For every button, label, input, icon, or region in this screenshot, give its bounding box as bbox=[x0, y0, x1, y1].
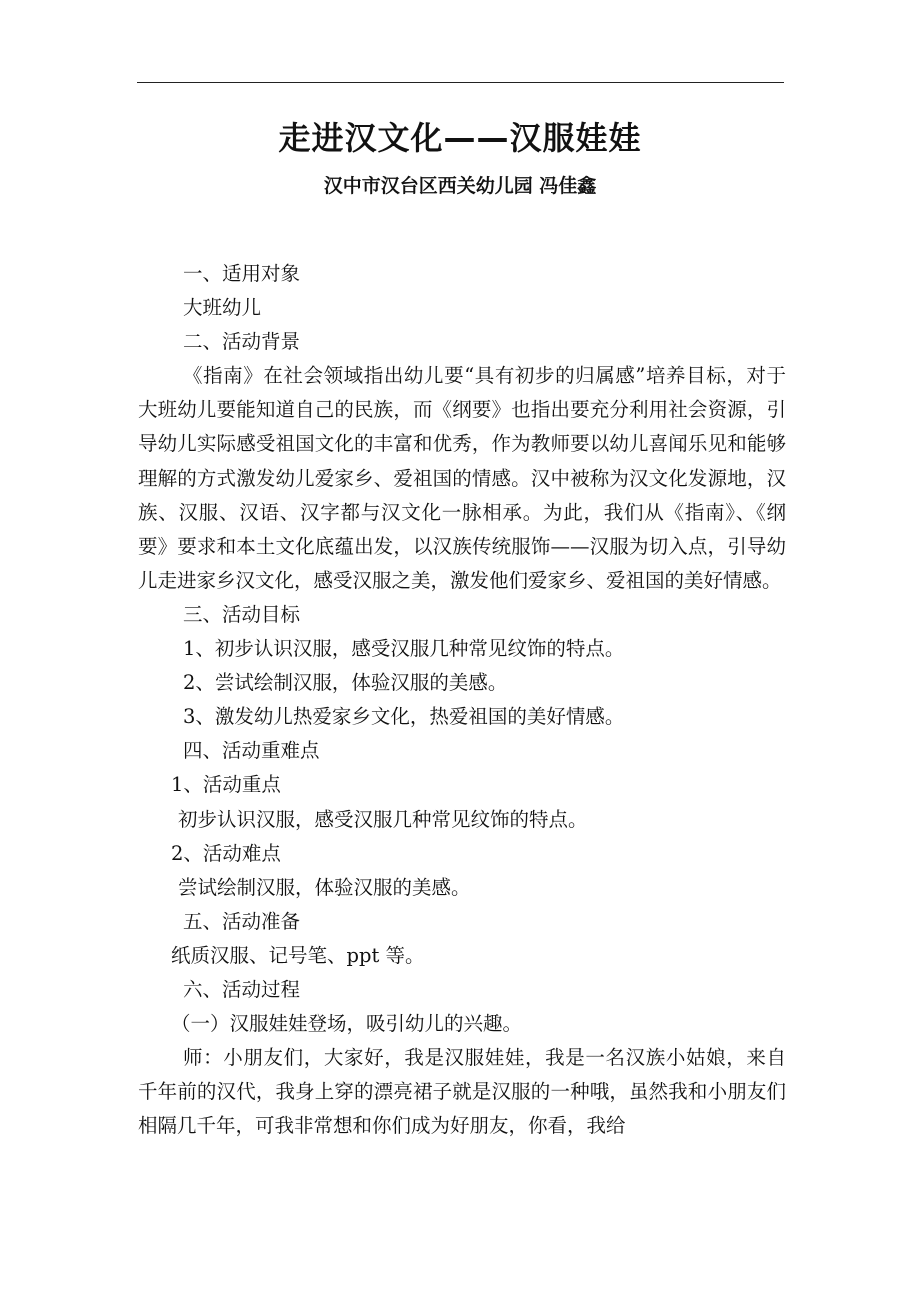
goal-item: 3、激发幼儿热爱家乡文化，热爱祖国的美好情感。 bbox=[183, 705, 625, 729]
header-rule bbox=[137, 82, 784, 83]
step-heading: （一）汉服娃娃登场，吸引幼儿的兴趣。 bbox=[171, 1012, 523, 1036]
goal-item: 1、初步认识汉服，感受汉服几种常见纹饰的特点。 bbox=[183, 637, 625, 661]
section-heading: 一、适用对象 bbox=[183, 262, 301, 285]
section-heading: 六、活动过程 bbox=[183, 977, 301, 1001]
background-paragraph: 《指南》在社会领域指出幼儿要“具有初步的归属感”培养目标，对于大班幼儿要能知道自己的民族，而《纲要》也指出要充分利用社会资源，引导幼儿实际感受祖国文化的丰富和优秀，作为教师要以幼儿喜闻乐见和能够理解的方式激发幼儿爱家乡、爱祖国的情感。汉中被称为汉文化发源地，汉族、汉服、汉语、汉字都与汉文化一脉相承。为此，我们从《指南》、《纲要》要求和本土文化底蕴出发，以汉族传统服饰——汉服为切入点，引导幼儿走进家乡汉文化，感受汉服之美，激发他们爱家乡、爱祖国的美好情感。 bbox=[138, 364, 786, 592]
dialogue-paragraph: 师：小朋友们，大家好，我是汉服娃娃，我是一名汉族小姑娘，来自千年前的汉代，我身上穿的漂亮裙子就是汉服的一种哦，虽然我和小朋友们相隔几千年，可我非常想和你们成为好朋友，你看，我给 bbox=[138, 1046, 786, 1138]
section-heading: 五、活动准备 bbox=[183, 909, 301, 933]
subsection-text: 初步认识汉服，感受汉服几种常见纹饰的特点。 bbox=[178, 807, 588, 831]
section-heading: 三、活动目标 bbox=[183, 602, 301, 626]
section-text: 大班幼儿 bbox=[183, 296, 262, 320]
author-line: 汉中市汉台区西关幼儿园 冯佳鑫 bbox=[323, 175, 597, 197]
section-text: 纸质汉服、记号笔、ppt 等。 bbox=[171, 943, 425, 967]
document-title: 走进汉文化——汉服娃娃 bbox=[278, 119, 642, 157]
document-body bbox=[138, 257, 786, 1143]
subsection-label: 2、活动难点 bbox=[171, 841, 281, 865]
section-heading: 四、活动重难点 bbox=[183, 739, 320, 763]
goal-item: 2、尝试绘制汉服，体验汉服的美感。 bbox=[183, 671, 508, 695]
subsection-label: 1、活动重点 bbox=[171, 773, 281, 797]
section-heading: 二、活动背景 bbox=[183, 330, 301, 354]
subsection-text: 尝试绘制汉服，体验汉服的美感。 bbox=[178, 875, 471, 899]
